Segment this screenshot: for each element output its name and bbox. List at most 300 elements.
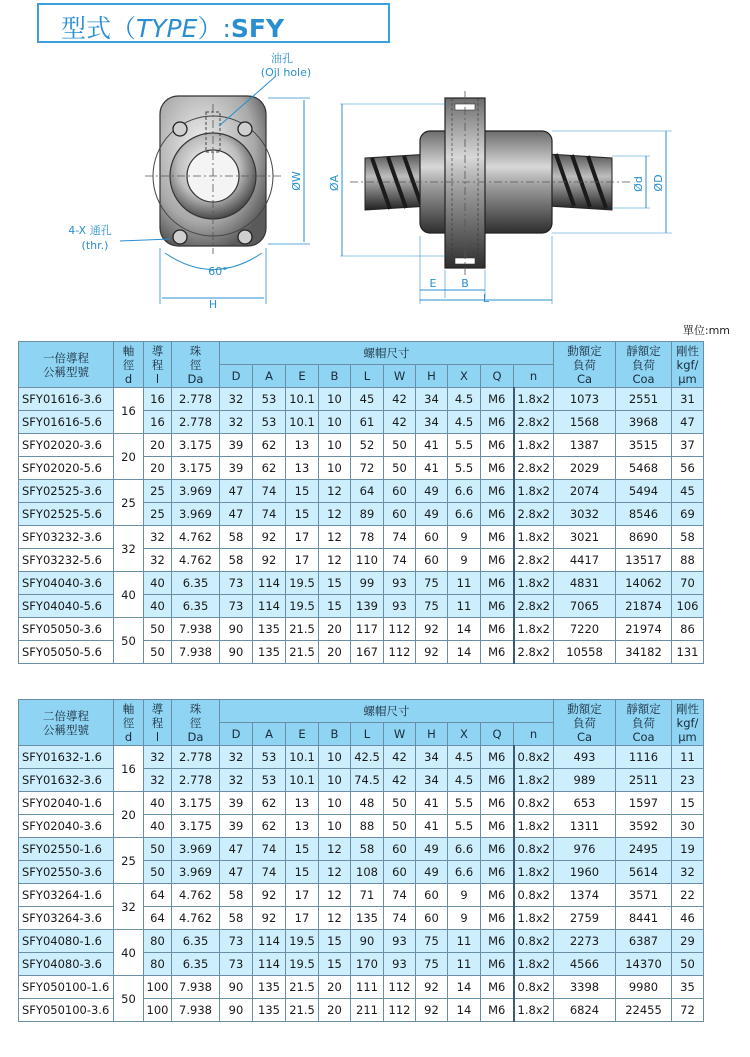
model-cell: SFY02550-3.6 xyxy=(19,861,114,884)
dim-l-label: L xyxy=(482,292,490,305)
value-cell: 20 xyxy=(144,434,172,457)
value-cell: 1311 xyxy=(554,815,616,838)
value-cell: 139 xyxy=(351,595,384,618)
value-cell: 90 xyxy=(351,930,384,953)
value-cell: 3021 xyxy=(554,526,616,549)
value-cell: 60 xyxy=(384,480,416,503)
value-cell: 1.8x2 xyxy=(514,388,554,411)
value-cell: 60 xyxy=(416,907,448,930)
value-cell: 4.5 xyxy=(448,769,481,792)
value-cell: 1.8x2 xyxy=(514,815,554,838)
value-cell: 3592 xyxy=(616,815,672,838)
value-cell: 13 xyxy=(286,815,319,838)
model-cell: SFY02525-5.6 xyxy=(19,503,114,526)
value-cell: 37 xyxy=(672,434,704,457)
model-cell: SFY02525-3.6 xyxy=(19,480,114,503)
value-cell: 6824 xyxy=(554,999,616,1022)
dim-d-large-label: ØD xyxy=(652,174,665,192)
dim-header-l: L xyxy=(351,723,384,746)
oil-hole-label: 油孔 xyxy=(271,52,293,65)
value-cell: 50 xyxy=(384,792,416,815)
value-cell: 22 xyxy=(672,884,704,907)
value-cell: 1374 xyxy=(554,884,616,907)
value-cell: 92 xyxy=(253,549,286,572)
value-cell: 13 xyxy=(286,792,319,815)
hole-note-label-en: (thr.) xyxy=(81,239,109,252)
value-cell: 92 xyxy=(416,999,448,1022)
value-cell: 3.175 xyxy=(172,434,220,457)
table-row xyxy=(19,884,704,907)
model-cell: SFY01616-5.6 xyxy=(19,411,114,434)
value-cell: 15 xyxy=(286,480,319,503)
value-cell: 60 xyxy=(384,861,416,884)
value-cell: M6 xyxy=(481,861,514,884)
value-cell: 11 xyxy=(672,746,704,769)
value-cell: 114 xyxy=(253,595,286,618)
ball-dia-header: 珠 徑 Da xyxy=(172,342,220,388)
value-cell: 15 xyxy=(319,930,351,953)
value-cell: 53 xyxy=(253,388,286,411)
dim-b-label: B xyxy=(461,277,469,290)
value-cell: 75 xyxy=(416,953,448,976)
value-cell: 13 xyxy=(286,457,319,480)
shaft-dia-header: 軸 徑 d xyxy=(114,700,144,746)
value-cell: 75 xyxy=(416,572,448,595)
value-cell: 74 xyxy=(384,907,416,930)
value-cell: M6 xyxy=(481,434,514,457)
value-cell: 2759 xyxy=(554,907,616,930)
value-cell: 100 xyxy=(144,976,172,999)
dim-header-h: H xyxy=(416,365,448,388)
dim-header-l: L xyxy=(351,365,384,388)
value-cell: 32 xyxy=(144,549,172,572)
value-cell: 3.969 xyxy=(172,503,220,526)
value-cell: 34 xyxy=(416,746,448,769)
value-cell: 14062 xyxy=(616,572,672,595)
value-cell: 5.5 xyxy=(448,434,481,457)
value-cell: 7065 xyxy=(554,595,616,618)
value-cell: 11 xyxy=(448,595,481,618)
dim-h-label: H xyxy=(208,298,218,311)
value-cell: 1.8x2 xyxy=(514,434,554,457)
value-cell: 50 xyxy=(144,861,172,884)
value-cell: 5614 xyxy=(616,861,672,884)
model-cell: SFY04080-3.6 xyxy=(19,953,114,976)
value-cell: 49 xyxy=(416,861,448,884)
value-cell: 1.8x2 xyxy=(514,769,554,792)
value-cell: 13517 xyxy=(616,549,672,572)
value-cell: 58 xyxy=(220,526,253,549)
value-cell: 73 xyxy=(220,595,253,618)
value-cell: 10 xyxy=(319,769,351,792)
value-cell: 3.969 xyxy=(172,480,220,503)
value-cell: M6 xyxy=(481,641,514,664)
value-cell: 88 xyxy=(672,549,704,572)
value-cell: 32 xyxy=(144,526,172,549)
value-cell: 34182 xyxy=(616,641,672,664)
value-cell: M6 xyxy=(481,815,514,838)
angle-label: 60° xyxy=(208,265,228,278)
value-cell: 1597 xyxy=(616,792,672,815)
spec-table-double-lead xyxy=(18,699,704,1022)
value-cell: 21.5 xyxy=(286,976,319,999)
value-cell: M6 xyxy=(481,411,514,434)
value-cell: 47 xyxy=(220,838,253,861)
value-cell: 99 xyxy=(351,572,384,595)
value-cell: 4.762 xyxy=(172,884,220,907)
value-cell: 653 xyxy=(554,792,616,815)
dim-header-a: A xyxy=(253,365,286,388)
value-cell: 50 xyxy=(384,815,416,838)
value-cell: 4.762 xyxy=(172,907,220,930)
value-cell: 73 xyxy=(220,953,253,976)
value-cell: 19 xyxy=(672,838,704,861)
value-cell: 4.762 xyxy=(172,549,220,572)
value-cell: 60 xyxy=(416,549,448,572)
value-cell: 11 xyxy=(448,953,481,976)
table-row xyxy=(19,746,704,769)
value-cell: 90 xyxy=(220,641,253,664)
value-cell: 62 xyxy=(253,815,286,838)
rigidity-header: 剛性 kgf/ μm xyxy=(672,700,704,746)
value-cell: 16 xyxy=(144,411,172,434)
value-cell: 4.5 xyxy=(448,388,481,411)
shaft-dia-cell: 20 xyxy=(114,792,144,838)
value-cell: 10558 xyxy=(554,641,616,664)
value-cell: 17 xyxy=(286,884,319,907)
dim-a-label: ØA xyxy=(328,174,341,192)
value-cell: 58 xyxy=(220,907,253,930)
value-cell: 19.5 xyxy=(286,572,319,595)
value-cell: 20 xyxy=(319,976,351,999)
value-cell: 3968 xyxy=(616,411,672,434)
value-cell: 21.5 xyxy=(286,999,319,1022)
value-cell: 7.938 xyxy=(172,641,220,664)
table-row xyxy=(19,572,704,595)
value-cell: 62 xyxy=(253,792,286,815)
value-cell: 34 xyxy=(416,769,448,792)
value-cell: M6 xyxy=(481,526,514,549)
value-cell: 41 xyxy=(416,792,448,815)
value-cell: 0.8x2 xyxy=(514,792,554,815)
value-cell: 41 xyxy=(416,434,448,457)
value-cell: 11 xyxy=(448,930,481,953)
value-cell: 90 xyxy=(220,999,253,1022)
model-cell: SFY02020-3.6 xyxy=(19,434,114,457)
value-cell: 10 xyxy=(319,411,351,434)
value-cell: 50 xyxy=(384,434,416,457)
model-cell: SFY04040-5.6 xyxy=(19,595,114,618)
value-cell: 30 xyxy=(672,815,704,838)
value-cell: M6 xyxy=(481,953,514,976)
value-cell: 15 xyxy=(672,792,704,815)
value-cell: 15 xyxy=(286,503,319,526)
value-cell: 1.8x2 xyxy=(514,618,554,641)
shaft-dia-cell: 40 xyxy=(114,572,144,618)
value-cell: 49 xyxy=(416,838,448,861)
value-cell: 117 xyxy=(351,618,384,641)
value-cell: 40 xyxy=(144,572,172,595)
value-cell: 170 xyxy=(351,953,384,976)
value-cell: 2.8x2 xyxy=(514,457,554,480)
static-load-header: 靜額定 負荷 Coa xyxy=(616,700,672,746)
dim-header-x: X xyxy=(448,365,481,388)
rigidity-header: 剛性 kgf/ μm xyxy=(672,342,704,388)
value-cell: 5494 xyxy=(616,480,672,503)
value-cell: 2495 xyxy=(616,838,672,861)
value-cell: 92 xyxy=(416,976,448,999)
value-cell: 493 xyxy=(554,746,616,769)
value-cell: 19.5 xyxy=(286,953,319,976)
value-cell: 135 xyxy=(253,999,286,1022)
value-cell: 35 xyxy=(672,976,704,999)
value-cell: 41 xyxy=(416,457,448,480)
value-cell: 111 xyxy=(351,976,384,999)
value-cell: 3571 xyxy=(616,884,672,907)
value-cell: 29 xyxy=(672,930,704,953)
value-cell: 92 xyxy=(253,884,286,907)
dim-header-a: A xyxy=(253,723,286,746)
value-cell: 49 xyxy=(416,503,448,526)
value-cell: 25 xyxy=(144,480,172,503)
value-cell: 93 xyxy=(384,930,416,953)
value-cell: M6 xyxy=(481,930,514,953)
value-cell: 1.8x2 xyxy=(514,526,554,549)
table-row xyxy=(19,976,704,999)
value-cell: 112 xyxy=(384,641,416,664)
value-cell: M6 xyxy=(481,480,514,503)
value-cell: 9 xyxy=(448,907,481,930)
value-cell: 21974 xyxy=(616,618,672,641)
value-cell: 40 xyxy=(144,792,172,815)
value-cell: 47 xyxy=(220,861,253,884)
model-cell: SFY050100-1.6 xyxy=(19,976,114,999)
value-cell: 7.938 xyxy=(172,618,220,641)
model-cell: SFY01616-3.6 xyxy=(19,388,114,411)
value-cell: 2.8x2 xyxy=(514,595,554,618)
value-cell: 92 xyxy=(416,641,448,664)
ball-dia-header: 珠 徑 Da xyxy=(172,700,220,746)
value-cell: 92 xyxy=(416,618,448,641)
value-cell: 50 xyxy=(672,953,704,976)
model-cell: SFY02040-1.6 xyxy=(19,792,114,815)
value-cell: M6 xyxy=(481,907,514,930)
value-cell: 10.1 xyxy=(286,769,319,792)
value-cell: 6.6 xyxy=(448,838,481,861)
value-cell: M6 xyxy=(481,769,514,792)
value-cell: 53 xyxy=(253,411,286,434)
dynamic-load-header: 動額定 負荷 Ca xyxy=(554,342,616,388)
value-cell: 19.5 xyxy=(286,595,319,618)
model-cell: SFY03232-3.6 xyxy=(19,526,114,549)
value-cell: 74 xyxy=(384,884,416,907)
value-cell: M6 xyxy=(481,838,514,861)
value-cell: 25 xyxy=(144,503,172,526)
model-cell: SFY03264-3.6 xyxy=(19,907,114,930)
value-cell: 1387 xyxy=(554,434,616,457)
value-cell: M6 xyxy=(481,792,514,815)
value-cell: 10.1 xyxy=(286,388,319,411)
value-cell: 3.175 xyxy=(172,815,220,838)
value-cell: 50 xyxy=(144,838,172,861)
value-cell: 10 xyxy=(319,792,351,815)
model-cell: SFY01632-3.6 xyxy=(19,769,114,792)
value-cell: 40 xyxy=(144,815,172,838)
value-cell: 75 xyxy=(416,930,448,953)
value-cell: 23 xyxy=(672,769,704,792)
value-cell: 32 xyxy=(220,746,253,769)
value-cell: 112 xyxy=(384,999,416,1022)
value-cell: 53 xyxy=(253,746,286,769)
value-cell: 6387 xyxy=(616,930,672,953)
value-cell: 2074 xyxy=(554,480,616,503)
value-cell: 114 xyxy=(253,572,286,595)
model-cell: SFY03264-1.6 xyxy=(19,884,114,907)
value-cell: 14 xyxy=(448,618,481,641)
value-cell: M6 xyxy=(481,572,514,595)
value-cell: 7.938 xyxy=(172,976,220,999)
shaft-dia-cell: 20 xyxy=(114,434,144,480)
value-cell: 6.35 xyxy=(172,953,220,976)
value-cell: 8441 xyxy=(616,907,672,930)
value-cell: 21874 xyxy=(616,595,672,618)
value-cell: 9980 xyxy=(616,976,672,999)
dim-header-w: W xyxy=(384,365,416,388)
value-cell: 72 xyxy=(351,457,384,480)
value-cell: 2.8x2 xyxy=(514,411,554,434)
value-cell: 3.175 xyxy=(172,457,220,480)
model-cell: SFY02550-1.6 xyxy=(19,838,114,861)
value-cell: 42 xyxy=(384,411,416,434)
shaft-dia-cell: 16 xyxy=(114,746,144,792)
dim-header-n: n xyxy=(514,365,554,388)
value-cell: 39 xyxy=(220,457,253,480)
model-cell: SFY04040-3.6 xyxy=(19,572,114,595)
value-cell: 64 xyxy=(144,884,172,907)
value-cell: 78 xyxy=(351,526,384,549)
value-cell: 92 xyxy=(253,907,286,930)
value-cell: 989 xyxy=(554,769,616,792)
oil-hole-label-en: (Oil hole) xyxy=(260,66,312,79)
model-cell: SFY050100-3.6 xyxy=(19,999,114,1022)
value-cell: 112 xyxy=(384,618,416,641)
value-cell: 6.6 xyxy=(448,861,481,884)
value-cell: 8690 xyxy=(616,526,672,549)
value-cell: 135 xyxy=(253,618,286,641)
value-cell: M6 xyxy=(481,457,514,480)
model-cell: SFY02040-3.6 xyxy=(19,815,114,838)
value-cell: 93 xyxy=(384,953,416,976)
dim-e-label: E xyxy=(429,277,437,290)
value-cell: 4831 xyxy=(554,572,616,595)
value-cell: 64 xyxy=(144,907,172,930)
value-cell: 22455 xyxy=(616,999,672,1022)
value-cell: 4566 xyxy=(554,953,616,976)
shaft-dia-header: 軸 徑 d xyxy=(114,342,144,388)
header-row xyxy=(19,700,704,723)
value-cell: 32 xyxy=(220,769,253,792)
value-cell: 19.5 xyxy=(286,930,319,953)
value-cell: 86 xyxy=(672,618,704,641)
value-cell: 42 xyxy=(384,388,416,411)
value-cell: 47 xyxy=(220,480,253,503)
value-cell: 45 xyxy=(672,480,704,503)
table-row xyxy=(19,930,704,953)
value-cell: 15 xyxy=(286,838,319,861)
value-cell: 2.8x2 xyxy=(514,503,554,526)
value-cell: 46 xyxy=(672,907,704,930)
value-cell: 45 xyxy=(351,388,384,411)
value-cell: 47 xyxy=(220,503,253,526)
value-cell: 39 xyxy=(220,434,253,457)
value-cell: 17 xyxy=(286,526,319,549)
value-cell: M6 xyxy=(481,999,514,1022)
value-cell: 74 xyxy=(384,549,416,572)
value-cell: 2.778 xyxy=(172,388,220,411)
value-cell: 1073 xyxy=(554,388,616,411)
value-cell: 32 xyxy=(144,769,172,792)
value-cell: 4417 xyxy=(554,549,616,572)
title-model: SFY xyxy=(230,14,285,43)
technical-drawing xyxy=(0,46,750,320)
value-cell: 1568 xyxy=(554,411,616,434)
dim-header-q: Q xyxy=(481,723,514,746)
value-cell: 0.8x2 xyxy=(514,884,554,907)
value-cell: 71 xyxy=(351,884,384,907)
value-cell: 58 xyxy=(220,549,253,572)
value-cell: 10 xyxy=(319,388,351,411)
value-cell: 1.8x2 xyxy=(514,953,554,976)
value-cell: 60 xyxy=(384,503,416,526)
value-cell: M6 xyxy=(481,976,514,999)
nut-dims-header: 螺帽尺寸 xyxy=(220,342,554,365)
value-cell: 110 xyxy=(351,549,384,572)
value-cell: M6 xyxy=(481,595,514,618)
value-cell: 93 xyxy=(384,595,416,618)
value-cell: 3398 xyxy=(554,976,616,999)
value-cell: 1.8x2 xyxy=(514,861,554,884)
value-cell: 14 xyxy=(448,641,481,664)
value-cell: 1.8x2 xyxy=(514,999,554,1022)
value-cell: 5.5 xyxy=(448,457,481,480)
dim-header-d: D xyxy=(220,365,253,388)
value-cell: 52 xyxy=(351,434,384,457)
lead-header: 導 程 l xyxy=(144,700,172,746)
table-row xyxy=(19,434,704,457)
value-cell: 3032 xyxy=(554,503,616,526)
dim-header-e: E xyxy=(286,365,319,388)
value-cell: 3.969 xyxy=(172,861,220,884)
dim-header-b: B xyxy=(319,723,351,746)
page-title xyxy=(61,9,284,45)
model-header: 二倍導程 公稱型號 xyxy=(19,700,114,746)
model-cell: SFY01632-1.6 xyxy=(19,746,114,769)
value-cell: 2.778 xyxy=(172,769,220,792)
value-cell: 61 xyxy=(351,411,384,434)
value-cell: 1.8x2 xyxy=(514,572,554,595)
value-cell: 14370 xyxy=(616,953,672,976)
value-cell: 42 xyxy=(384,746,416,769)
value-cell: 60 xyxy=(416,526,448,549)
value-cell: 74 xyxy=(253,480,286,503)
dynamic-load-header: 動額定 負荷 Ca xyxy=(554,700,616,746)
dim-w-label: ØW xyxy=(290,171,303,191)
value-cell: 167 xyxy=(351,641,384,664)
value-cell: 114 xyxy=(253,953,286,976)
value-cell: 89 xyxy=(351,503,384,526)
value-cell: 3.175 xyxy=(172,792,220,815)
value-cell: 13 xyxy=(286,434,319,457)
